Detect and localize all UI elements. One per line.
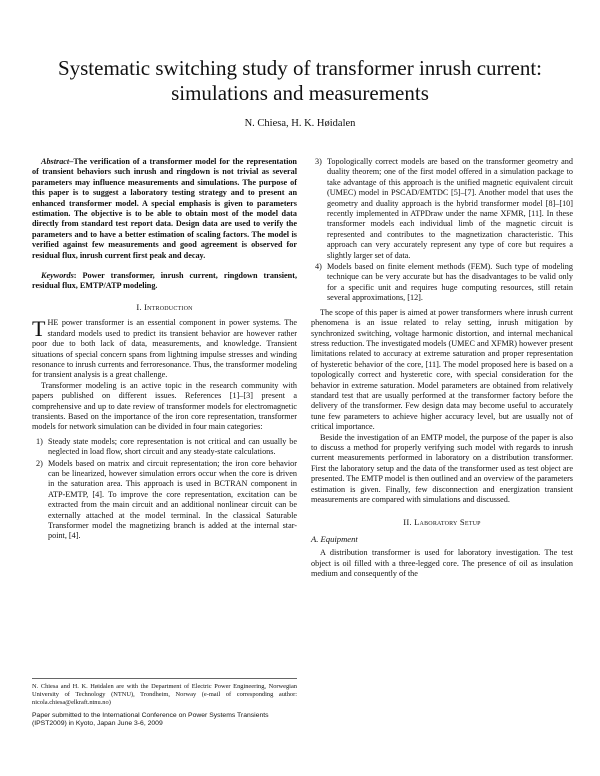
- list-item: [32, 459, 297, 542]
- model-category-list: [32, 437, 297, 542]
- paper-title: Systematic switching study of transformer inrush current: simulations and measurements: [57, 56, 543, 105]
- equipment-paragraph: A distribution transformer is used for laboratory investigation. The test object is oil filled with a three-legged core. The presence of oil as insulation medium and consequently of the: [311, 548, 573, 579]
- submission-note: Paper submitted to the International Conference on Power Systems Transients (IPST2009) in Kyoto, Japan June 3-6, 2009: [32, 712, 269, 728]
- section-heading-introduction: I. Introduction: [136, 301, 193, 312]
- list-item-number: 4): [315, 262, 322, 272]
- intro-paragraph-1: [32, 318, 297, 380]
- right-column: [311, 157, 573, 579]
- list-item-number: 2): [36, 458, 43, 468]
- subsection-heading-equipment: A. Equipment: [311, 533, 358, 544]
- list-item-number: 1): [36, 436, 43, 446]
- abstract-text: –The verification of a transformer model for the representation of transient behaviors such inrush and ringdown is not trivial as several parameters may influence measurements and simulations. The purpose of this paper is to suggest a laboratory testing strategy and to present an enhanced transformer model. A special emphasis is given to parameters estimation. The objective is to be able to obtain most of the model data directly from standard test report data. Design data are used to verify the parameters and to have a better estimation of scaling factors. The model is verified against few measurements and good agreement is observed for residual flux, inrush current first peak and decay.: [32, 157, 297, 260]
- list-item-text: Steady state models; core representation is not critical and can usually be neglected in load flow, short circuit and any steady-state calculations.: [48, 436, 297, 457]
- list-item-text: Models based on finite element methods (FEM). Such type of modeling technique can be very accurate but has the disadvantages to be valid only for a specific unit and requires huge computing resources, still retain several approximations, [12].: [327, 262, 573, 303]
- intro-paragraph-2: Transformer modeling is an active topic in the research community with papers published on different issues. References [1]–[3] present a comprehensive and up to date review of transformer models for electromagnetic transients. Based on the importance of the iron core representation, transformer models for network simulation can be divided in four main categories:: [32, 380, 297, 432]
- abstract: [32, 157, 297, 261]
- intro-paragraph-1-text: HE power transformer is an essential component in power systems. The standard models used to predict its transient behavior are however rather poor due to both lack of data, measurements, and knowledge. Transient situations of special concern spans from lightning impulse stresses and winding resonance to inrush currents and ferroresonance. Thus, the transformer modeling for transient analysis is a great challenge.: [32, 318, 297, 380]
- keywords: [32, 271, 297, 292]
- model-category-list-continued: [311, 157, 573, 304]
- list-item-text: Topologically correct models are based on the transformer geometry and duality theorem; one of the first model offered in a simulation package to take advantage of this approach is the unified magnetic equivalent circuit (UMEC) model in PSCAD/EMTDC [5]–[7]. Another model that uses the geometry and duality approach is the hybrid transformer model [8]–[10] recently implemented in ATPDraw under the name XFMR, [11]. In these transformer models each individual limb of the magnetic circuit is represented and contributes to the magnetization characteristic. This approach can very accurately represent any type of core but requires a slightly larger set of data.: [327, 157, 573, 260]
- section-heading-laboratory-setup: II. Laboratory Setup: [403, 517, 481, 528]
- scope-paragraph: The scope of this paper is aimed at power transformers where inrush current phenomena is an issue related to relay setting, inrush mitigation by synchronized switching, voltage harmonic distortion, and internal mechanical stress reduction. The investigated models (UMEC and XFMR) however present limitations related to accuracy at extreme saturation and proper representation of hysteretic behavior of the core, [11]. The model proposed here is based on a topologically correct and hysteretic core, with special consideration for the behavior in extreme saturation. Model parameters are obtained from relatively standard test that are usually performed at the transformer factory before the delivery of the transformer. Few design data may become useful to accurately tune few parameters to achieve higher accuracy level, but are usually not of critical importance.: [311, 307, 573, 432]
- beside-paragraph: Beside the investigation of an EMTP model, the purpose of the paper is also to discuss a method for properly verifying such model with regards to inrush current measurements performed in laboratory on a distribution transformer. First the laboratory setup and the data of the transformer used as test object are presented. The EMTP model is then outlined and an overview of the parameters estimation is given. Finally, few disconnection and energization transient measurements are compared with simulations and discussed.: [311, 432, 573, 504]
- drop-cap: T: [32, 316, 46, 342]
- list-item: [32, 437, 297, 458]
- footnotes: [32, 678, 297, 729]
- affiliation-footnote: N. Chiesa and H. K. Høidalen are with the Department of Electric Power Engineering, Norwegian University of Technology (NTNU), Trondheim, Norway (e-mail of corresponding author: nicola.chiesa@elkraft.ntnu.no): [32, 683, 297, 706]
- keywords-text: : Power transformer, inrush current, ringdown transient, residual flux, EMTP/ATP modeling.: [32, 271, 297, 291]
- list-item-text: Models based on matrix and circuit representation; the iron core behavior can be linearized, however simulation errors occur when the core is driven in the saturation area. This approach is used in BCTRAN component in ATP-EMTP, [4]. To improve the core representation, excitation can be extracted from the main circuit and an additional nonlinear circuit can be externally attached at the model terminal. In the classical Saturable Transformer model the magnetizing branch is added at the internal star-point, [4].: [48, 458, 297, 541]
- abstract-label: Abstract: [41, 157, 70, 166]
- paper-authors: N. Chiesa, H. K. Høidalen: [244, 118, 356, 129]
- list-item: [311, 157, 573, 261]
- keywords-label: Keywords: [41, 271, 74, 281]
- list-item-number: 3): [315, 157, 322, 166]
- left-column: [32, 157, 297, 546]
- list-item: [311, 262, 573, 304]
